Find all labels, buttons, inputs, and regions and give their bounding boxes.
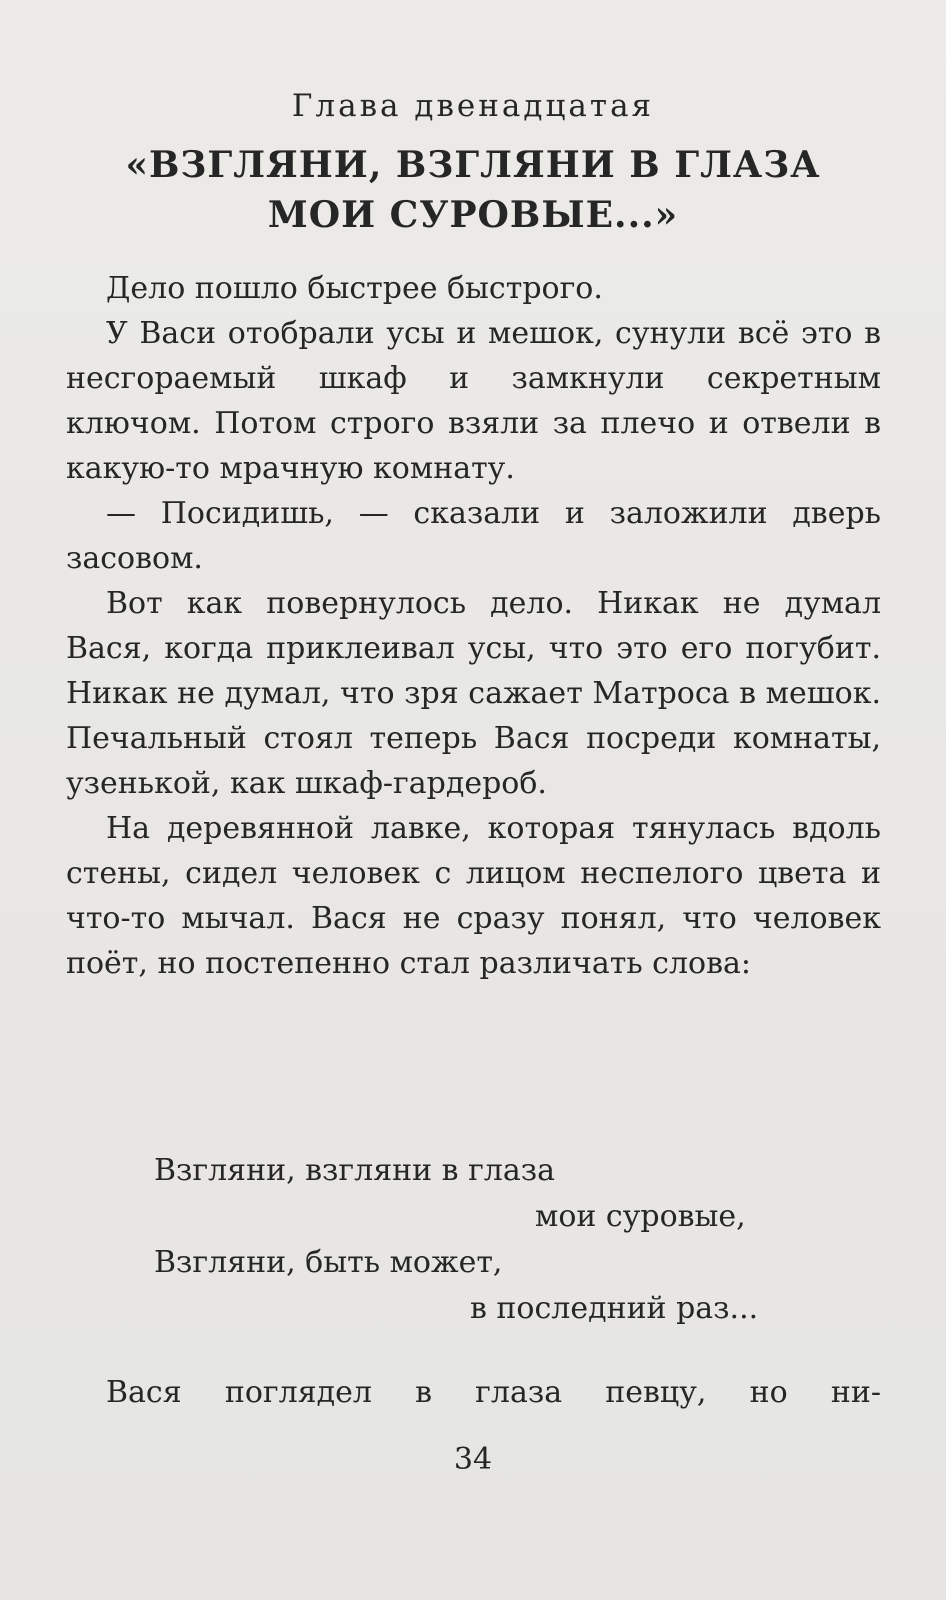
paragraph: Вот как повернулось дело. Никак не думал Вася, когда приклеивал усы, что это его погубит. Никак не думал, что зря сажает Матроса в мешок. Печальный стоял теперь Вася посреди комнаты, узенькой, как шкаф-гардероб. bbox=[66, 586, 881, 801]
chapter-label: Глава двенадцатая bbox=[291, 88, 655, 124]
poem-line: мои суровые, bbox=[535, 1199, 746, 1234]
chapter-title-line-1: «ВЗГЛЯНИ, ВЗГЛЯНИ В ГЛАЗА bbox=[125, 144, 821, 186]
body-text bbox=[66, 266, 881, 986]
paragraph: — Посидишь, — сказали и заложили дверь засовом. bbox=[66, 496, 881, 576]
poem-line: Взгляни, быть может, bbox=[154, 1245, 503, 1280]
paragraph-continued: Вася поглядел в глаза певцу, но ни- bbox=[106, 1375, 881, 1410]
poem-line: Взгляни, взгляни в глаза bbox=[154, 1153, 555, 1188]
page-number: 34 bbox=[453, 1442, 493, 1477]
chapter-title bbox=[0, 140, 946, 240]
chapter-title-line-2: МОИ СУРОВЫЕ...» bbox=[267, 194, 679, 236]
paragraph: У Васи отобрали усы и мешок, сунули всё это в несгораемый шкаф и замкнули секретным ключом. Потом строго взяли за плечо и отвели в какую-то мрачную комнату. bbox=[66, 316, 881, 486]
poem-line: в последний раз... bbox=[470, 1291, 759, 1326]
paragraph: На деревянной лавке, которая тянулась вдоль стены, сидел человек с лицом неспелого цвета и что-то мычал. Вася не сразу понял, что человек поёт, но постепенно стал различать слова: bbox=[66, 811, 881, 981]
paragraph: Дело пошло быстрее быстрого. bbox=[106, 271, 603, 306]
